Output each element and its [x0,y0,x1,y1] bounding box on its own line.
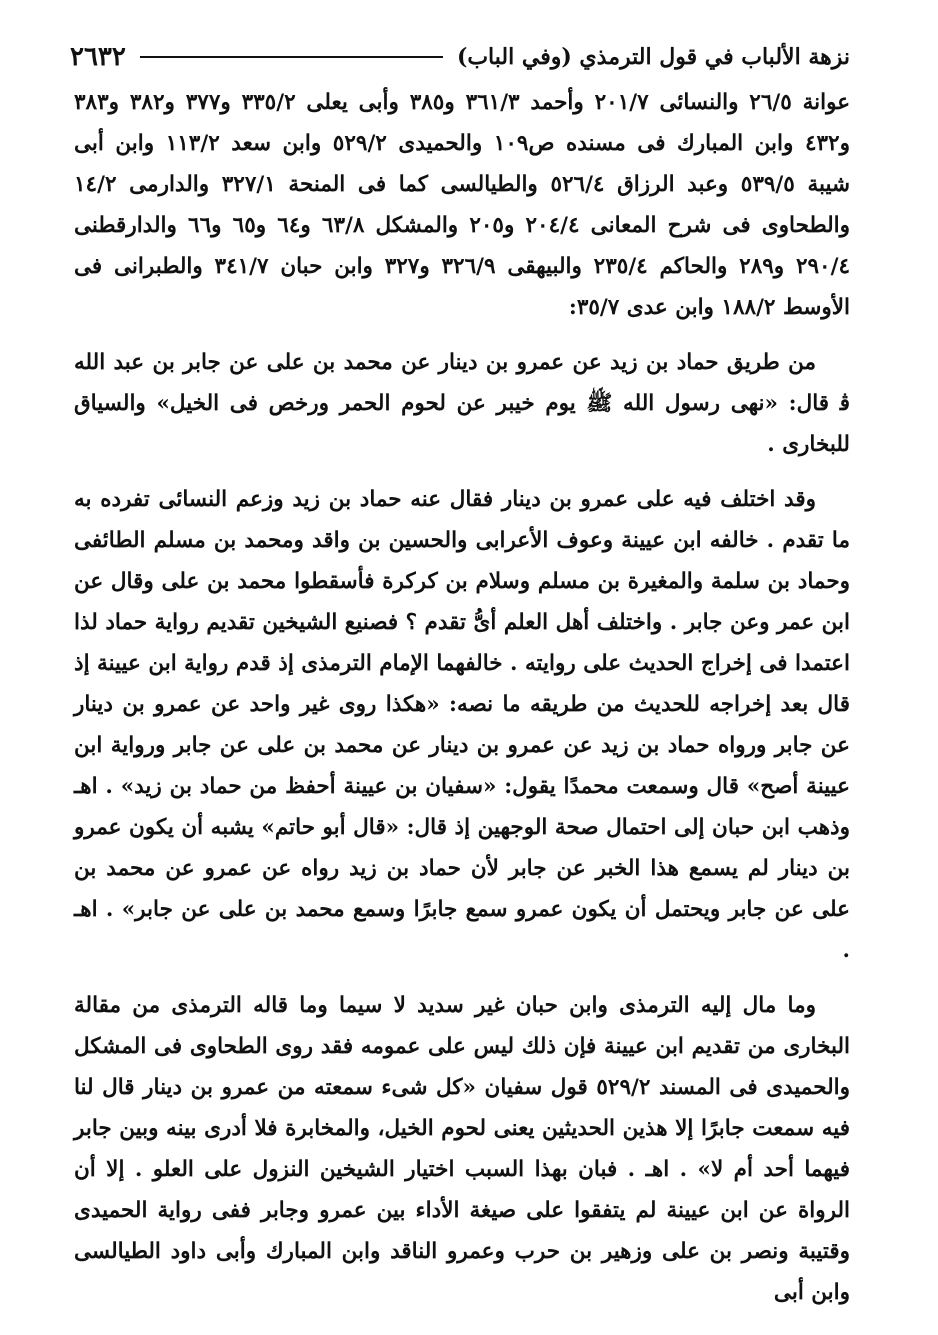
conclusion-paragraph: وما مال إليه الترمذى وابن حبان غير سديد لا سيما وما قاله الترمذى من مقالة البخارى من تقديم ابن عيينة فإن ذلك ليس على عمومه فقد روى الطحاوى فى المشكل والحميدى فى المسند ٥٢٩/٢ قول سفيان «كل شىء سمعته من عمرو بن دينار قال لنا فيه سمعت جابرًا إلا هذين الحديثين يعنى لحوم الخيل، والمخابرة فلا أدرى بينه وبين جابر فيهما أحد أم لا» . اهـ . فبان بهذا السبب اختيار الشيخين النزول على العلو . إلا أن الرواة عن ابن عيينة لم يتفقوا على صيغة الأداء بين عمرو وجابر ففى رواية الحميدى وقتيبة ونصر بن على وزهير بن حرب وعمرو الناقد وابن المبارك وأبى داود الطيالسى وابن أبى [74,993,850,1305]
running-header [70,40,850,74]
header-rule [140,56,443,58]
body-text [74,82,850,1313]
running-title: نزهة الألباب في قول الترمذي (وفي الباب) [456,44,850,70]
discussion-paragraph: وقد اختلف فيه على عمرو بن دينار فقال عنه حماد بن زيد وزعم النسائى تفرده به ما تقدم . خالفه ابن عيينة وعوف الأعرابى والحسين بن واقد ومحمد بن مسلم الطائفى وحماد بن سلمة والمغيرة بن مسلم وسلام بن كركرة فأسقطوا محمد بن على وقال عن ابن عمر وعن جابر . واختلف أهل العلم أىُّ تقدم ؟ فصنيع الشيخين تقديم رواية حماد لذا اعتمدا فى إخراج الحديث على روايته . خالفهما الإمام الترمذى إذ قدم رواية ابن عيينة إذ قال بعد إخراجه للحديث من طريقه ما نصه: «هكذا روى غير واحد عن عمرو بن دينار عن جابر ورواه حماد بن زيد عن عمرو بن دينار عن محمد بن على عن جابر ورواية ابن عيينة أصح» قال وسمعت محمدًا يقول: «سفيان بن عيينة أحفظ من حماد بن زيد» . اهـ وذهب ابن حبان إلى احتمال صحة الوجهين إذ قال: «قال أبو حاتم» يشبه أن يكون عمرو بن دينار لم يسمع هذا الخبر عن جابر لأن حماد بن زيد رواه عن عمرو عن محمد بن على عن جابر ويحتمل أن يكون عمرو سمع جابرًا وسمع محمد بن على عن جابر» . اهـ . [74,487,850,963]
hadith-paragraph: من طريق حماد بن زيد عن عمرو بن دينار عن محمد بن على عن جابر بن عبد الله ﭬ قال: «نهى رسول الله ﷺ يوم خيبر عن لحوم الحمر ورخص فى الخيل» والسياق للبخارى . [74,350,850,457]
page-number: ٢٦٣٢ [70,42,126,72]
citation-paragraph: عوانة ٢٦/٥ والنسائى ٢٠١/٧ وأحمد ٣٦١/٣ و٣٨٥ وأبى يعلى ٣٣٥/٢ و٣٧٧ و٣٨٢ و٣٨٣ و٤٣٢ وابن المبارك فى مسنده ص١٠٩ والحميدى ٥٢٩/٢ وابن سعد ١١٣/٢ وابن أبى شيبة ٥٣٩/٥ وعبد الرزاق ٥٢٦/٤ والطيالسى كما فى المنحة ٣٢٧/١ والدارمى ١٤/٢ والطحاوى فى شرح المعانى ٢٠٤/٤ و٢٠٥ والمشكل ٦٣/٨ و٦٤ و٦٥ و٦٦ والدارقطنى ٢٩٠/٤ و٢٨٩ والحاكم ٢٣٥/٤ والبيهقى ٣٢٦/٩ و٣٢٧ وابن حبان ٣٤١/٧ والطبرانى فى الأوسط ١٨٨/٢ وابن عدى ٣٥/٧: [74,90,851,320]
